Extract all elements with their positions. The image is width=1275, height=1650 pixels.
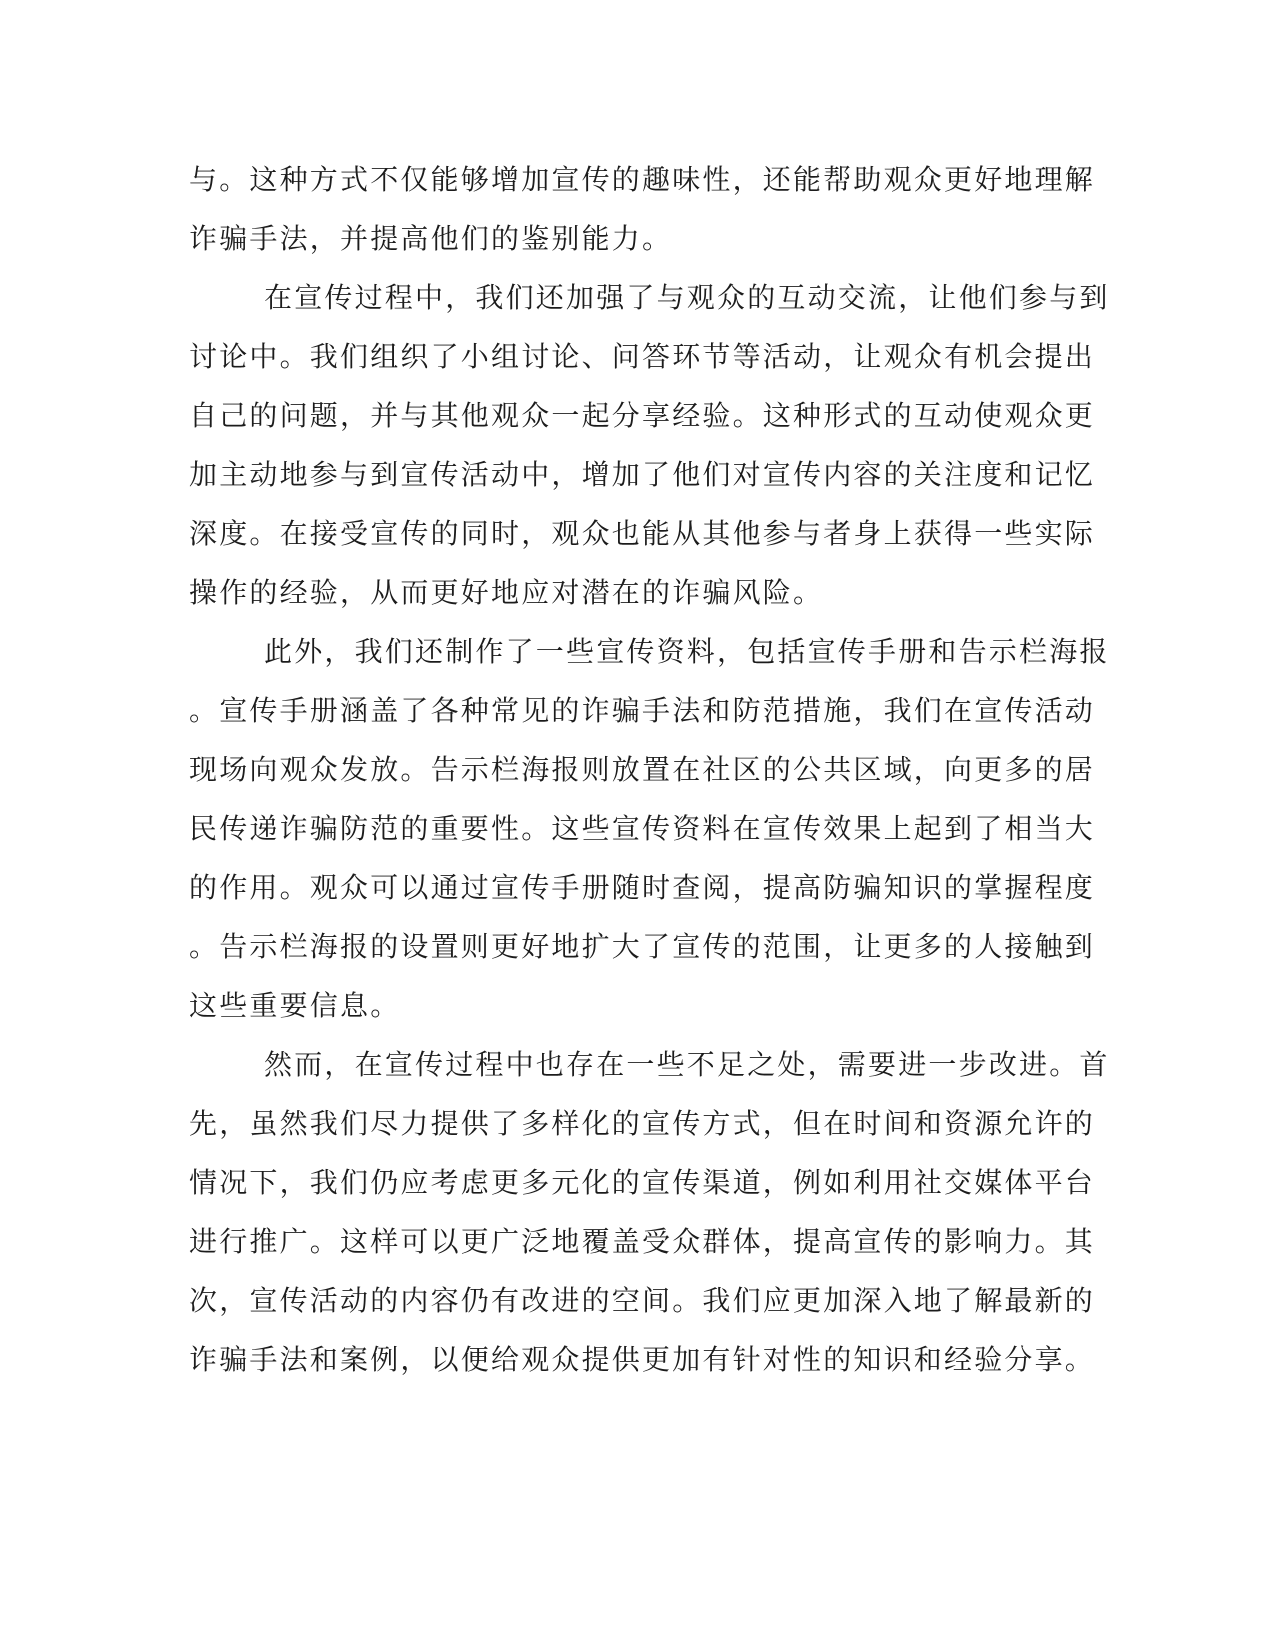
- text-line: 先，虽然我们尽力提供了多样化的宣传方式，但在时间和资源允许的: [189, 1107, 1096, 1140]
- text-line: 与。这种方式不仅能够增加宣传的趣味性，还能帮助观众更好地理解: [189, 163, 1096, 196]
- text-line: 。告示栏海报的设置则更好地扩大了宣传的范围，让更多的人接触到: [189, 930, 1096, 963]
- text-line: 加主动地参与到宣传活动中，增加了他们对宣传内容的关注度和记忆: [189, 458, 1096, 491]
- text-line: 现场向观众发放。告示栏海报则放置在社区的公共区域，向更多的居: [189, 753, 1096, 786]
- text-line: 诈骗手法和案例，以便给观众提供更加有针对性的知识和经验分享。: [189, 1343, 1096, 1376]
- text-line: 民传递诈骗防范的重要性。这些宣传资料在宣传效果上起到了相当大: [189, 812, 1096, 845]
- text-line: 自己的问题，并与其他观众一起分享经验。这种形式的互动使观众更: [189, 399, 1096, 432]
- text-line: 。宣传手册涵盖了各种常见的诈骗手法和防范措施，我们在宣传活动: [189, 694, 1096, 727]
- text-line: 进行推广。这样可以更广泛地覆盖受众群体，提高宣传的影响力。其: [189, 1225, 1096, 1258]
- text-line: 讨论中。我们组织了小组讨论、问答环节等活动，让观众有机会提出: [189, 340, 1096, 373]
- paragraph-start-line: 在宣传过程中，我们还加强了与观众的互动交流，让他们参与到: [264, 281, 1110, 314]
- paragraph-start-line: 此外，我们还制作了一些宣传资料，包括宣传手册和告示栏海报: [264, 635, 1110, 668]
- text-line: 诈骗手法，并提高他们的鉴别能力。: [189, 222, 673, 255]
- text-line: 次，宣传活动的内容仍有改进的空间。我们应更加深入地了解最新的: [189, 1284, 1096, 1317]
- text-line: 情况下，我们仍应考虑更多元化的宣传渠道，例如利用社交媒体平台: [189, 1166, 1096, 1199]
- text-line: 这些重要信息。: [189, 989, 401, 1022]
- paragraph-start-line: 然而，在宣传过程中也存在一些不足之处，需要进一步改进。首: [264, 1048, 1110, 1081]
- text-line: 的作用。观众可以通过宣传手册随时查阅，提高防骗知识的掌握程度: [189, 871, 1096, 904]
- text-line: 操作的经验，从而更好地应对潜在的诈骗风险。: [189, 576, 824, 609]
- text-line: 深度。在接受宣传的同时，观众也能从其他参与者身上获得一些实际: [189, 517, 1096, 550]
